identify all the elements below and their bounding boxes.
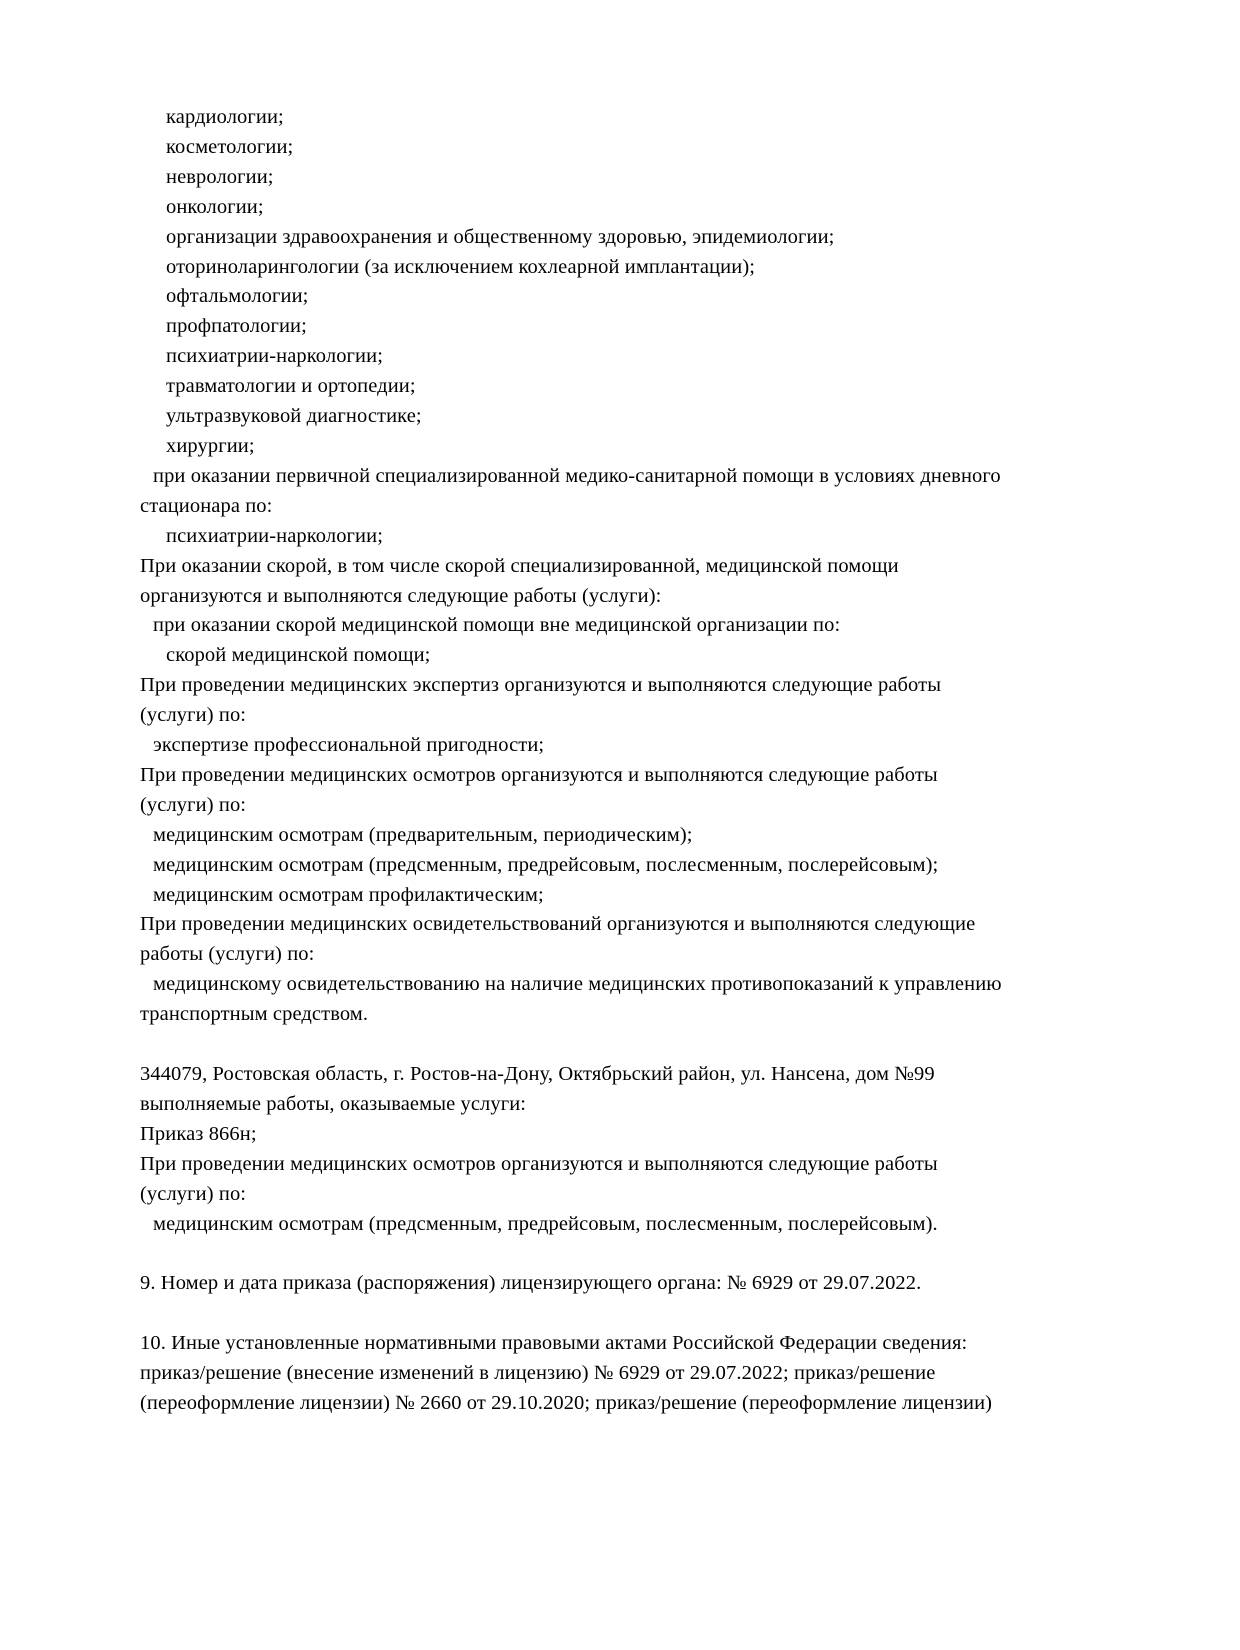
document-line: медицинским осмотрам (предварительным, периодическим); [153, 823, 693, 846]
document-line: ультразвуковой диагностике; [166, 405, 422, 428]
blank-line [140, 1030, 1210, 1060]
document-line: при оказании скорой медицинской помощи вне медицинской организации по: [153, 614, 841, 637]
document-line: психиатрии-наркологии; [166, 345, 383, 368]
document-line: (переоформление лицензии) № 2660 от 29.10.2020; приказ/решение (переоформление лицензии) [140, 1391, 993, 1414]
document-line: выполняемые работы, оказываемые услуги: [140, 1092, 527, 1115]
document-line: оториноларингологии (за исключением кохлеарной имплантации); [166, 255, 756, 278]
document-line: медицинскому освидетельствованию на наличие медицинских противопоказаний к управлению [153, 973, 1002, 996]
document-line: (услуги) по: [140, 1182, 247, 1205]
document-line: медицинским осмотрам (предсменным, предрейсовым, послесменным, послерейсовым); [153, 853, 939, 876]
document-line: хирургии; [166, 434, 255, 457]
document-line: медицинским осмотрам (предсменным, предрейсовым, послесменным, послерейсовым). [153, 1212, 938, 1235]
document-line: скорой медицинской помощи; [166, 644, 431, 667]
document-line: При проведении медицинских освидетельствований организуются и выполняются следующие [140, 913, 976, 936]
document-line: (услуги) по: [140, 793, 247, 816]
document-line: офтальмологии; [166, 285, 309, 308]
document-line: 344079, Ростовская область, г. Ростов-на-Дону, Октябрьский район, ул. Нансена, дом №99 [140, 1062, 935, 1085]
document-line: работы (услуги) по: [140, 943, 315, 966]
document-text-block [140, 103, 1210, 1419]
document-line: онкологии; [166, 195, 264, 218]
document-line: организуются и выполняются следующие работы (услуги): [140, 584, 662, 607]
document-line: При проведении медицинских экспертиз организуются и выполняются следующие работы [140, 674, 942, 697]
document-line: экспертизе профессиональной пригодности; [153, 734, 545, 757]
document-line: При проведении медицинских осмотров организуются и выполняются следующие работы [140, 763, 938, 786]
document-line: косметологии; [166, 135, 294, 158]
blank-line [140, 1299, 1210, 1329]
document-line: приказ/решение (внесение изменений в лицензию) № 6929 от 29.07.2022; приказ/решение [140, 1362, 936, 1385]
document-line: 9. Номер и дата приказа (распоряжения) лицензирующего органа: № 6929 от 29.07.2022. [140, 1272, 922, 1295]
document-line: транспортным средством. [140, 1003, 369, 1026]
document-line: При оказании скорой, в том числе скорой специализированной, медицинской помощи [140, 554, 899, 577]
blank-line [140, 1239, 1210, 1269]
document-line: травматологии и ортопедии; [166, 375, 416, 398]
document-line: неврологии; [166, 165, 274, 188]
document-line: при оказании первичной специализированной медико-санитарной помощи в условиях дневного [153, 464, 1001, 487]
document-line: Приказ 866н; [140, 1122, 257, 1145]
document-line: При проведении медицинских осмотров организуются и выполняются следующие работы [140, 1152, 938, 1175]
document-line: кардиологии; [166, 106, 284, 128]
document-line: профпатологии; [166, 315, 307, 338]
document-line: психиатрии-наркологии; [166, 524, 383, 547]
document-line: (услуги) по: [140, 704, 247, 727]
document-line: организации здравоохранения и общественному здоровью, эпидемиологии; [166, 225, 835, 248]
document-line: медицинским осмотрам профилактическим; [153, 883, 544, 906]
document-line: стационара по: [140, 494, 273, 517]
document-line: 10. Иные установленные нормативными правовыми актами Российской Федерации сведения: [140, 1332, 968, 1355]
